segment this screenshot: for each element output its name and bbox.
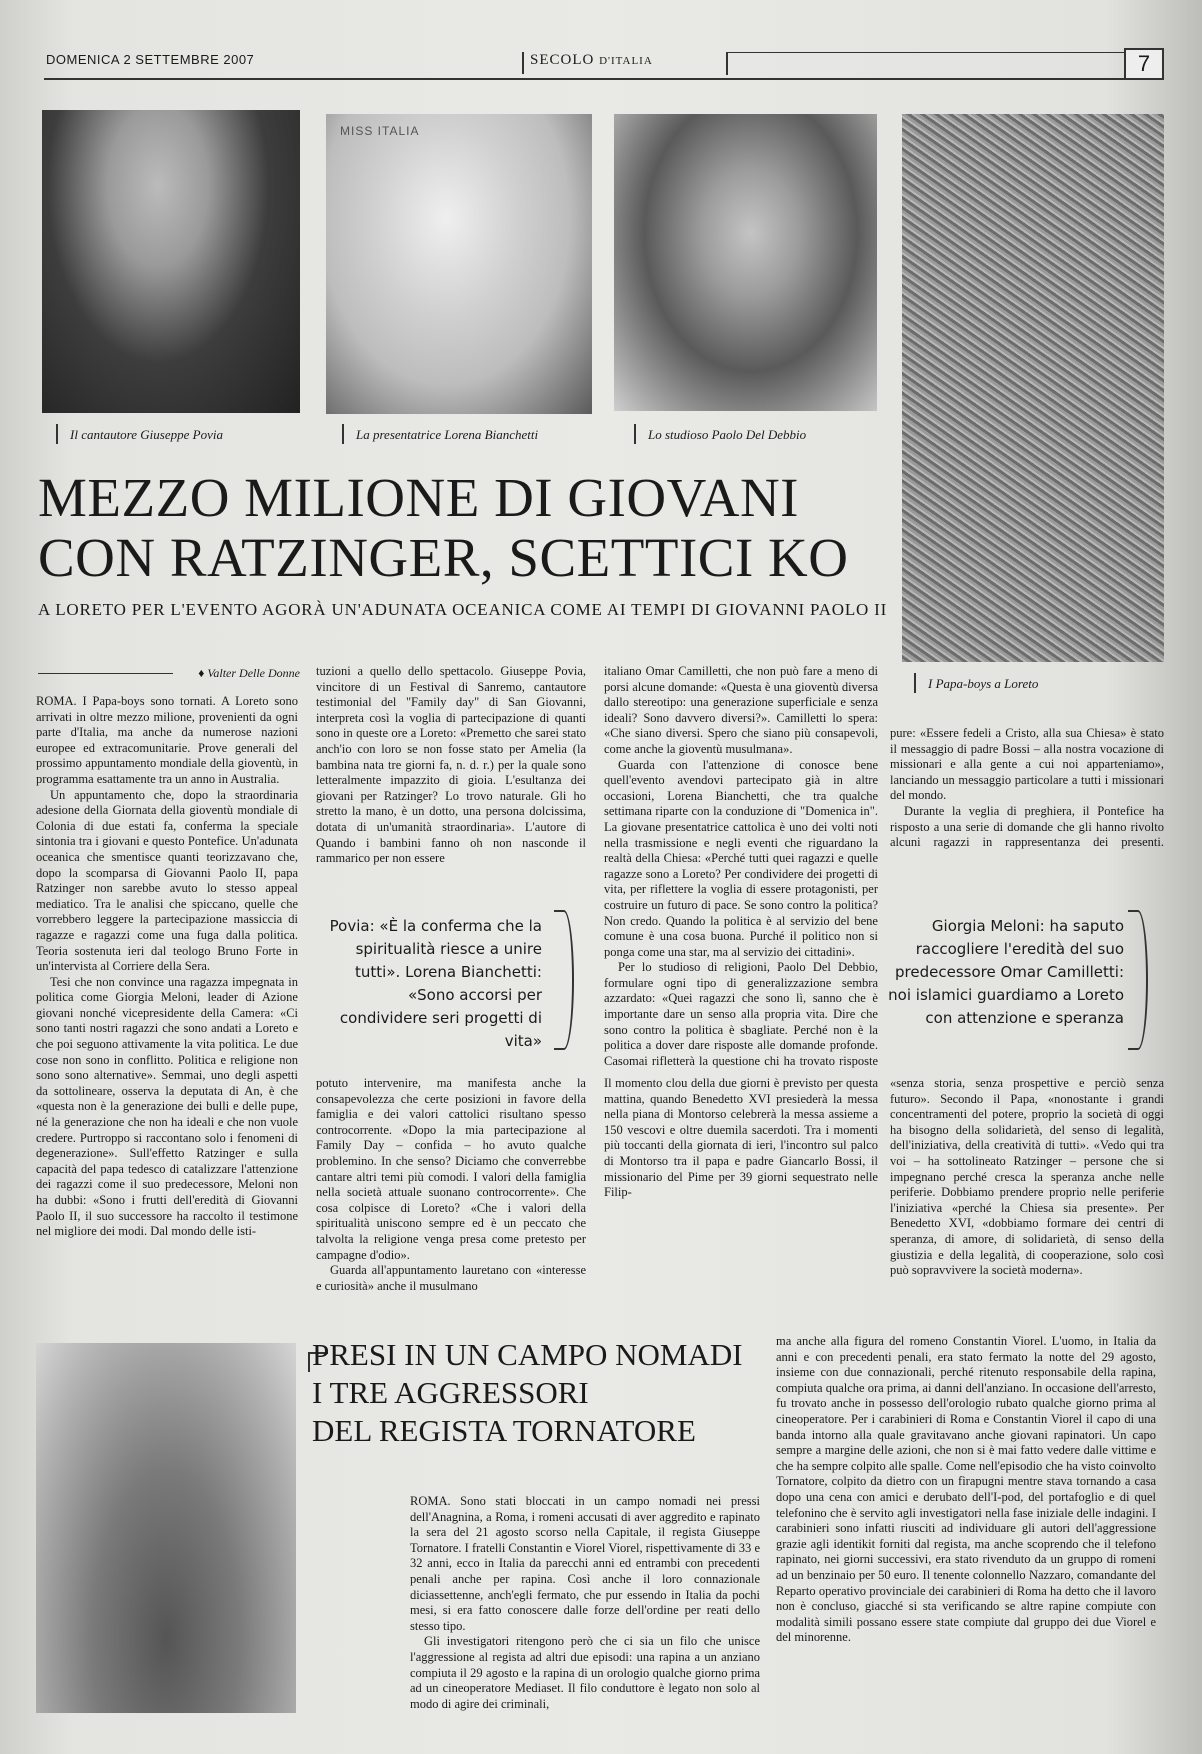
caption-del-debbio: Lo studioso Paolo Del Debbio bbox=[634, 424, 806, 444]
photo-paolo-del-debbio bbox=[614, 114, 877, 411]
paper-name: SECOLO D'ITALIA bbox=[522, 52, 653, 74]
article-column-2-continued: potuto intervenire, ma manifesta anche la consapevolezza che certe posizioni in favore della famiglia e dei valori cattolici risultano spesso controcorrente. «Dopo la mia partecipazione al Family Day – confida – ho avuto qualche problemino. In che senso? Diciamo che converrebbe cantare altri temi più comodi. I valori della famiglia nella società attuale suonano controcorrente». Che cosa colpisce di Loreto? «Che i valori della spiritualità uniscono sempre ed è un peccato che talvolta la religione venga presa come pretesto per campagne d'odio». Guarda all'appuntamento lauretano con «interesse e curiosità» anche il musulmano bbox=[316, 1076, 586, 1293]
subheadline: A LORETO PER L'EVENTO AGORÀ UN'ADUNATA OCEANICA COME AI TEMPI DI GIOVANNI PAOLO II bbox=[38, 600, 888, 619]
article-column-3-continued: Il momento clou della due giorni è previsto per questa mattina, quando Benedetto XVI presiederà la messa nella piana di Montorso celebrerà la messa assieme a 150 vescovi e oltre duemila sacerdoti. Tra i momenti più toccanti della giornata di ieri, l'incontro sul palco di Montorso tra il papa e padre Giancarlo Bossi, il missionario del Pime per 39 giorni sequestrato nelle Filip- bbox=[604, 1076, 878, 1200]
header-rule bbox=[726, 52, 1163, 75]
page-header bbox=[44, 52, 1164, 80]
miss-italia-sign: MISS ITALIA bbox=[340, 124, 420, 138]
article-column-4-continued: «senza storia, senza prospettive e perciò senza futuro». Secondo il Papa, «nonostante i grandi concentramenti del potere, proprio la società di oggi ha bisogno della solidarietà, del senso di legalità, dell'iniziativa, della creatività di tutti». «Vedo qui tra voi – ha sottolineato Ratzinger – persone che si impegnano perché cresca la speranza anche nelle periferie. Dobbiamo prendere proprio nelle periferie l'iniziativa «perché la Chiesa sia presente». Per Benedetto XVI, «dobbiamo formare dei centri di speranza, di amore, di solidarietà, di senso della giustizia e della legalità, di cooperazione, solo così può sopravvivere la società moderna». bbox=[890, 1076, 1164, 1278]
pull-quote-bracket bbox=[1128, 910, 1148, 1050]
photo-papa-boys bbox=[902, 114, 1164, 662]
second-article-column-1: ROMA. Sono stati bloccati in un campo nomadi nei pressi dell'Anagnina, a Roma, i romeni accusati di aver aggredito e rapinato la sera del 21 agosto scorso nella Capitale, il regista Giuseppe Tornatore. I fratelli Constantin e Viorel Viorel, rispettivamente di 33 e 32 anni, ecco in Italia da parecchi anni ed entrambi con precedenti penali anche per rapina. Così anche il loro connazionale diciassettenne, anch'egli fermato, che pur essendo in Italia da pochi mesi, si era fatto conoscere dalle forze dell'ordine per reati dello stesso tipo. Gli investigatori ritengono però che ci sia un filo che unisce l'aggressione al regista ad altri due episodi: una rapina a un anziano compiuta il 29 agosto e la rapina di un orologio qualche giorno prima ad un cineoperatore Mediaset. Il filo conduttore è legato non solo al modo di agire dei criminali, bbox=[410, 1494, 760, 1711]
byline: ♦ Valter Delle Donne bbox=[38, 666, 300, 681]
second-article-column-2: ma anche alla figura del romeno Constantin Viorel. L'uomo, in Italia da anni e con precedenti penali, era stato fermato la notte del 29 agosto, insieme con due connazionali, perché ritenuto responsabile della rapina, compiuta qualche ora prima, ai danni dell'anziano. In occasione dell'arresto, fu trovato anche in possesso dell'orologio rubato qualche giorno prima al cineoperatore. Per i carabinieri di Roma e Constantin Viorel il capo di una banda intorno alla quale gravitavano anche giovani rapinatori. Un capo sempre a margine delle azioni, che non si è mai fatto vedere dalle vittime e che ha sempre colpito alle spalle. Come nell'episodio che ha visto coinvolto Tornatore, colpito da dietro con un fìrapugni mentre stava tornando a casa dopo una cena con amici e derubato dell'I-pod, del portafoglio e di quel telefonino che è servito agli investigatori nella fase iniziale delle indagini. I carabinieri sono infatti riusciti ad individuare gli autori dell'aggressione grazie agli identikit forniti dal regista, ma anche scoprendo che il telefono rapinato, nei giorni successivi, era stato rivenduto da un gruppo di romeni ad un benzinaio per 50 euro. Il tenente colonnello Nazzaro, comandante del Reparto operativo provinciale dei carabinieri di Roma ha detto che il lavoro non è concluso, giacché si sta verificando se altre rapine compiute con modalità simili possano essere state compiute dal gruppo dei due Viorel e del minorenne. bbox=[776, 1334, 1156, 1645]
photo-giuseppe-povia bbox=[42, 110, 300, 413]
photo-lorena-bianchetti bbox=[326, 114, 592, 414]
pull-quote-povia: Povia: «È la conferma che la spiritualità riesce a unire tutti». Lorena Bianchetti: «Sono accorsi per condividere seri progetti di vita» bbox=[329, 917, 542, 1050]
header-date: DOMENICA 2 SETTEMBRE 2007 bbox=[46, 52, 255, 67]
caption-papa-boys: I Papa-boys a Loreto bbox=[914, 673, 1038, 693]
pull-quote-bracket bbox=[554, 910, 574, 1050]
photo-campo-nomadi bbox=[36, 1343, 296, 1713]
main-headline: MEZZO MILIONE DI GIOVANI CON RATZINGER, SCETTICI KO bbox=[38, 467, 849, 588]
second-headline: PRESI IN UN CAMPO NOMADI I TRE AGGRESSORI DEL REGISTA TORNATORE bbox=[312, 1337, 743, 1448]
pull-quote-meloni: Giorgia Meloni: ha saputo raccogliere l'eredità del suo predecessore Omar Camilletti: noi islamici guardiamo a Loreto con attenzione e speranza bbox=[888, 917, 1124, 1027]
page-number: 7 bbox=[1124, 48, 1164, 80]
article-column-4: pure: «Essere fedeli a Cristo, alla sua Chiesa» è stato il messaggio di padre Bossi – alla nostra vocazione di missionari e alla gente a cui noi apparteniamo», lanciando un messaggio particolare a tutti i missionari del mondo. Durante la veglia di preghiera, il Pontefice ha risposto a una serie di domande che gli hanno rivolto alcuni ragazzi in rappresentanza dei presenti. bbox=[890, 726, 1164, 850]
article-column-2: tuzioni a quello dello spettacolo. Giuseppe Povia, vincitore di un Festival di Sanremo, cantautore testimonial del "Family day" di San Giovanni, interpreta così la voglia di partecipazione di quanti sono in queste ore a Loreto: «Premetto che sarei stato anch'io con loro se non fosse stato per Amelia (la bambina nata tre giorni fa, n. d. r.) per la quale sono letteralmente impazzito di gioia. L'esultanza dei giovani per Ratzinger? Lo trovo naturale. Gli ho stretto la mano, è un dotto, una persona dolcissima, dotata di un'umanità straordinaria». L'autore di Quando i bambini fanno oh non nasconde il rammarico per non essere bbox=[316, 664, 586, 866]
caption-bianchetti: La presentatrice Lorena Bianchetti bbox=[342, 424, 538, 444]
article-column-3: italiano Omar Camilletti, che non può fare a meno di porsi alcune domande: «Questa è una gioventù diversa dallo stereotipo: una generazione superficiale e senza ideali? Sono davvero diversi?». Camilletti lo spera: «Che siano diversi. Spero che siano più consapevoli, come anche la gioventù musulmana». Guarda con l'attenzione di conosce bene quell'evento avendovi partecipato già in altre occasioni, Lorena Bianchetti, che tra qualche settimana riparte con la conduzione di "Domenica in". La giovane presentatrice cattolica è uno dei volti noti nella trasmissione e negli eventi che riguardano la realtà della Chiesa: «Perché tutti quei ragazzi e quelle ragazze sono a Loreto? Per condividere dei progetti di vita, per riflettere la voglia di essere protagonisti, per costruire un futuro di pace. Se sono contro la politica? Non credo. Quando la politica è al servizio del bene comune è una cosa buona. Purché il politico non si ponga come una star, ma al servizio dei cittadini». Per lo studioso di religioni, Paolo Del Debbio, formulare ogni tipo di generalizzazione sembra azzardato: «Quei ragazzi che sono lì, sanno che è importante dare un senso alla propria vita. Dire che sono contro la politica è sbagliate. Perché non è la politica a dover dare risposte alle domande profonde. Casomai rifletterà la questione chi ha trovato risposte bbox=[604, 664, 878, 1068]
article-column-1: ROMA. I Papa-boys sono tornati. A Loreto sono arrivati in oltre mezzo milione, provenienti da ogni parte d'Italia, ma anche da numerose nazioni europee ed extracomunitarie. Prove generali del prossimo appuntamento mondiale della gioventù, in programma esattamente tra un anno in Australia. Un appuntamento che, dopo la straordinaria adesione della Giornata della gioventù mondiale di Colonia di due estati fa, conferma la speciale sintonia tra i giovani e questo Pontefice. Un'adunata oceanica che smentisce quanti teorizzavano che, dopo la scomparsa di Giovanni Paolo II, papa Ratzinger non sarebbe avuto lo stesso appeal mediatico. Tra le analisi che spiccano, quelle che vorrebbero leggere la partecipazione massiccia di ragazze e ragazzi come una fuga dalla politica. Teoria sostenuta ieri dal teologo Bruno Forte in un'intervista al Corriere della Sera. Tesi che non convince una ragazza impegnata in politica come Giorgia Meloni, leader di Azione giovani nonché vicepresidente della Camera: «Ci sono tanti nostri ragazzi che sono andati a Loreto e che poi seguono attivamente la vita politica. Le due cose non sono in conflitto. Politica e religione non sono sono alternative». Semmai, uno degli aspetti da sottolineare, osserva la deputata di An, è che «questa non è la generazione dei bulli e delle pupe, né la generazione che non ha ideali e che non vuole credere. Purtroppo si raccontano solo i fenomeni di degenerazione». Sull'effetto Ratzinger e sulla capacità del papa tedesco di catalizzare l'attenzione dei ragazzi come il suo predecessore, Meloni non ha dubbi: «Sono i frutti dell'eredità di Giovanni Paolo II, il suo successore ha raccolto il testimone nel migliore dei modi. Dal mondo delle isti- bbox=[36, 694, 298, 1239]
caption-povia: Il cantautore Giuseppe Povia bbox=[56, 424, 223, 444]
